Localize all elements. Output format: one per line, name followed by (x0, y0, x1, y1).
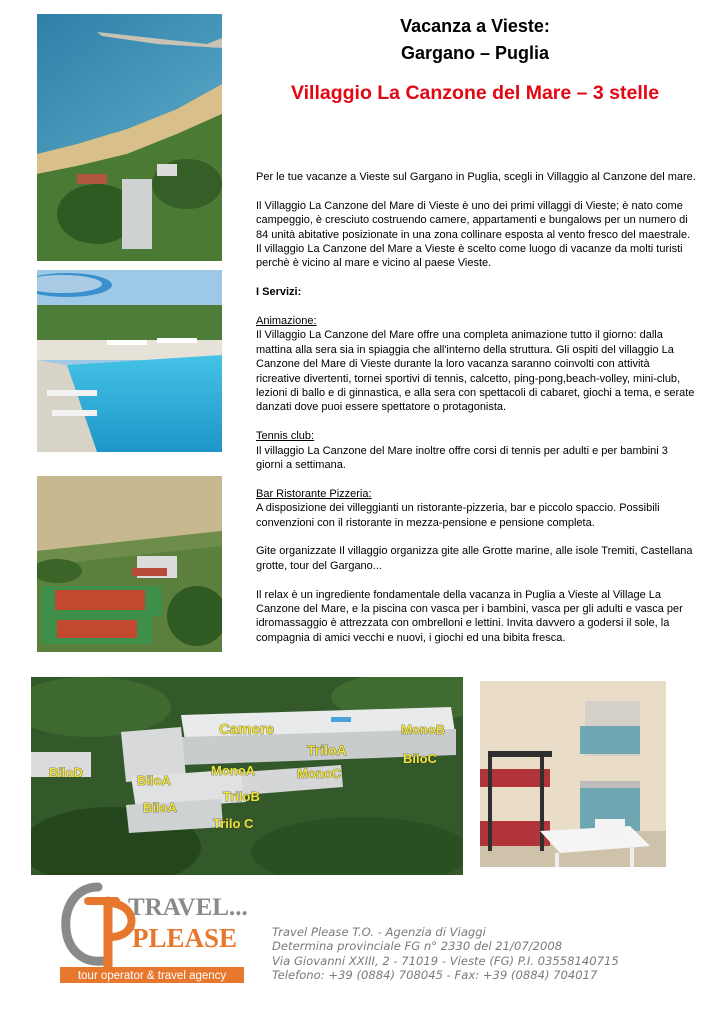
services-heading: I Servizi: (256, 286, 302, 299)
travel-please-logo (58, 879, 248, 987)
map-label-monoc: MonoC (297, 766, 342, 781)
intro-paragraph-1: Per le tue vacanze a Vieste sul Gargano in Puglia, scegli in Villaggio al Canzone del mare. (256, 171, 696, 183)
map-label-trilob: TriloB (223, 789, 260, 804)
logo-word-travel: TRAVEL... (128, 894, 248, 921)
map-label-biloa: BiloA (137, 773, 171, 788)
excursions-paragraph: Gite organizzate Il villaggio organizza gite alle Grotte marine, alle isole Tremiti, Castellana grotte, tour del Gargano... (256, 545, 693, 572)
bar-title: Bar Ristorante Pizzeria: (256, 487, 372, 500)
map-label-triloa: TriloA (307, 742, 347, 758)
relax-paragraph: Il relax è un ingrediente fondamentale della vacanza in Puglia a Vieste al Village La Canzone del Mare, e la piscina con vasca per i bambini, vasca per gli adulti e vasca per idromassaggio è attrezzata con ombrelloni e lettini. Invita davvero a godersi il sole, la compagnia di amici vecchi e nuovi, i giochi ed una bibita fresca. (256, 588, 683, 644)
tennis-text: Il villaggio La Canzone del Mare inoltre offre corsi di tennis per adulti e per bambini 3 giorni a settimana. (256, 444, 668, 472)
page-title: Villaggio La Canzone del Mare – 3 stelle (290, 82, 660, 104)
pool-photo (37, 270, 222, 452)
logo-word-please: PLEASE (132, 923, 238, 953)
footer-line-2: Determina provinciale FG n° 2330 del 21/07/2008 (272, 939, 563, 954)
footer-line-4: Telefono: +39 (0884) 708045 - Fax: +39 (0884) 704017 (272, 968, 598, 983)
room-interior-photo (480, 681, 666, 867)
logo-tagline: tour operator & travel agency (77, 970, 227, 982)
tennis-courts-photo (37, 476, 222, 652)
heading-line1: Vacanza a Vieste: (400, 16, 550, 36)
footer-line-3: Via Giovanni XXIII, 2 - 71019 - Vieste (FG) P.I. 03558140715 (272, 953, 619, 968)
bar-text: A disposizione dei villeggianti un ristorante-pizzeria, bar e piccolo spaccio. Possibili convenzioni con il ristorante in mezza-pensione e pensione completa. (256, 502, 660, 529)
village-map-photo (31, 677, 463, 875)
footer-line-1: Travel Please T.O. - Agenzia di Viaggi (272, 925, 486, 939)
map-label-bilod: BiloD (49, 765, 83, 780)
aerial-coast-photo (37, 14, 222, 261)
body-text (256, 170, 696, 660)
map-label-monoa: MonoA (211, 763, 256, 778)
tennis-title: Tennis club: (256, 430, 315, 443)
heading-line2: Gargano – Puglia (400, 43, 550, 63)
agency-footer (272, 925, 692, 983)
map-label-biloa-2: BiloA (143, 800, 177, 815)
map-label-biloc: BiloC (403, 751, 437, 766)
animation-text: Il Villaggio La Canzone del Mare offre una completa animazione tutto il giorno: dalla mattina alla sera sia in spiaggia che all'interno della struttura. Gli ospiti del villaggio La Canzone del Mare di Vieste durante la loro vacanza saranno coinvolti con attività ricreative divertenti, tornei sportivi di tennis, calcetto, ping-pong,beach-volley, mini-club, lezioni di ballo e di ginnastica, e alla sera con spettacoli di cabaret, giochi a tema, e serate danzati dove puoi essere spettatore o protagonista. (256, 329, 695, 414)
map-label-trilo-c: Trilo C (213, 816, 254, 831)
map-label-camere: Camere (219, 721, 275, 738)
map-label-monob: MonoB (401, 722, 446, 737)
intro-paragraph-2: Il Villaggio La Canzone del Mare di Vieste è uno dei primi villaggi di Vieste; è nato come campeggio, è cresciuto costruendo camere, appartamenti e bungalows per un numero di 84 unità abitative posizionate in una zona collinare esposta al vento fresco del maestrale. Il villaggio La Canzone del Mare a Vieste è scelto come luogo di vacanze da molti turisti perchè è vicino al mare e vicino al paese Vieste. (256, 199, 691, 270)
animation-title: Animazione: (256, 315, 317, 328)
